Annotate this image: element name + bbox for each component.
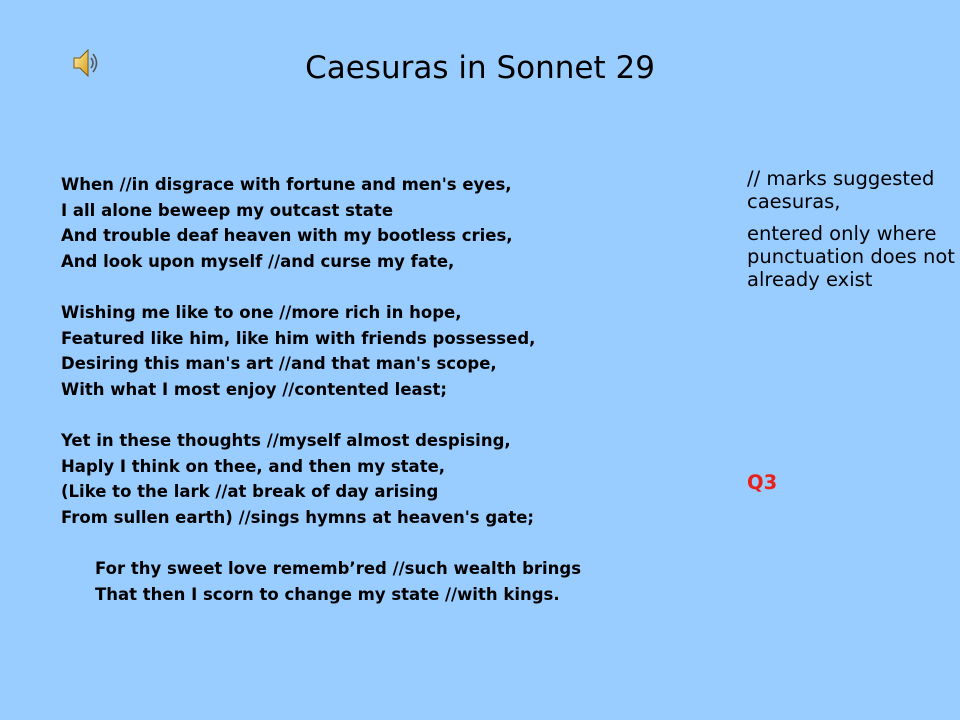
poem-line: Yet in these thoughts //myself almost despising,	[61, 430, 511, 450]
slide-title: Caesuras in Sonnet 29	[305, 50, 655, 86]
side-notes	[747, 167, 957, 291]
poem-line: When //in disgrace with fortune and men's eyes,	[61, 175, 512, 194]
poem-line: Featured like him, like him with friends possessed,	[61, 328, 536, 348]
quatrain-3	[61, 428, 751, 530]
sonnet-text	[61, 172, 751, 607]
couplet	[61, 556, 751, 607]
quatrain-1	[61, 172, 751, 274]
poem-line: From sullen earth) //sings hymns at heaven's gate;	[61, 507, 534, 527]
poem-line: That then I scorn to change my state //with kings.	[95, 584, 560, 604]
poem-line: With what I most enjoy //contented least;	[61, 379, 447, 399]
poem-line: Haply I think on thee, and then my state,	[61, 456, 446, 476]
poem-line: Desiring this man's art //and that man's scope,	[61, 354, 497, 374]
poem-line: And trouble deaf heaven with my bootless cries,	[61, 226, 513, 246]
quatrain-label: Q3	[747, 471, 778, 494]
poem-line: Wishing me like to one //more rich in hope,	[61, 302, 462, 322]
note-caesura-marks: // marks suggested caesuras,	[747, 167, 935, 214]
poem-line: For thy sweet love rememb’red //such wealth brings	[95, 558, 582, 578]
poem-line: And look upon myself //and curse my fate,	[61, 251, 455, 271]
poem-line: (Like to the lark //at break of day arising	[61, 482, 439, 502]
note-punctuation: entered only where punctuation does not already exist	[747, 221, 955, 292]
poem-line: I all alone beweep my outcast state	[61, 200, 394, 220]
quatrain-2	[61, 300, 751, 402]
